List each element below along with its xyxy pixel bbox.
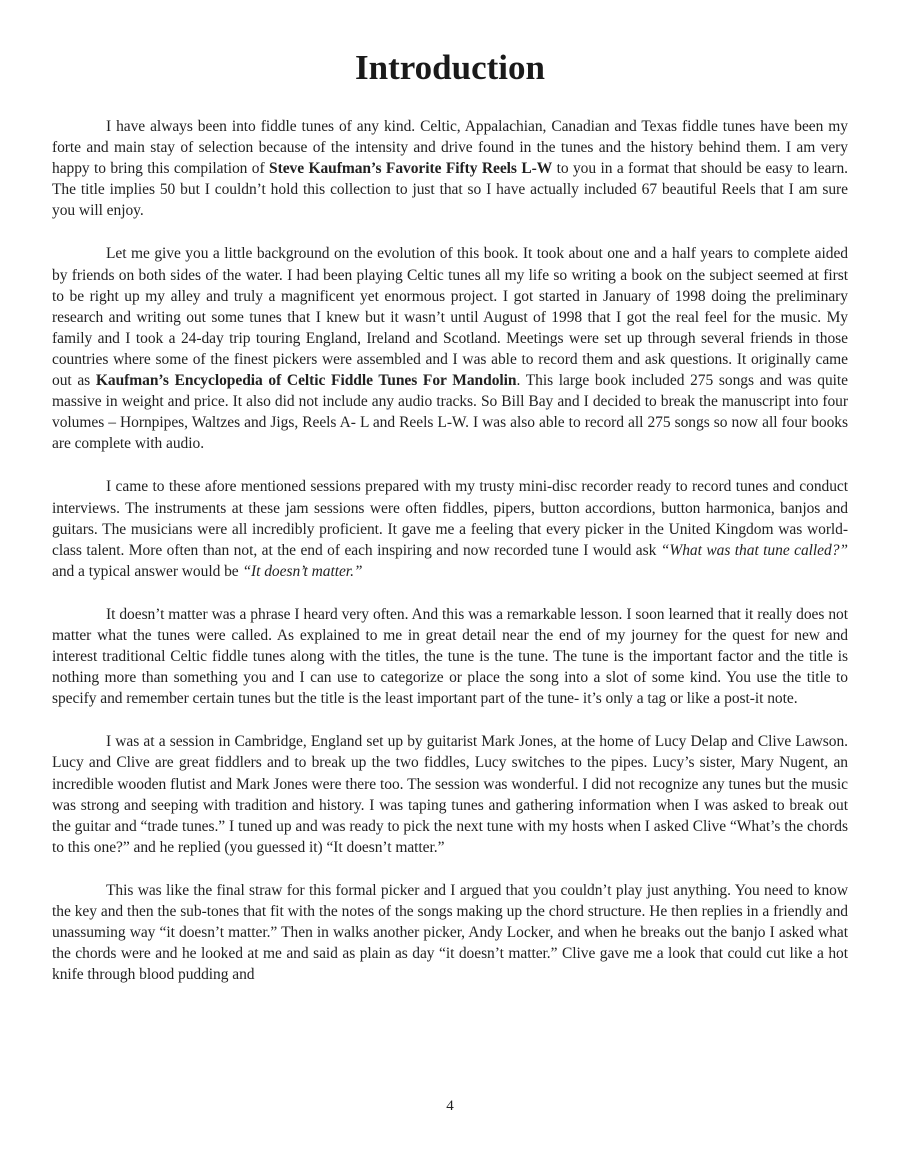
page-number: 4 xyxy=(446,1098,454,1114)
book-title-bold: Steve Kaufman’s Favorite Fifty Reels L-W xyxy=(269,160,553,178)
paragraph-3-text-b: and a typical answer would be xyxy=(52,562,243,580)
question-quote-italic: “What was that tune called?” xyxy=(660,541,848,559)
paragraph-6: This was like the final straw for this formal picker and I argued that you couldn’t play just anything. You need to know the key and then the sub-tones that fit with the notes of the songs making up the chord structure. He then replies in a friendly and unassuming way “it doesn’t matter.” Then in walks another picker, Andy Locker, and when he breaks out the banjo I asked what the chords were and he looked at me and said as plain as day “it doesn’t matter.” Clive gave me a look that could cut like a hot knife through blood pudding and xyxy=(52,881,848,984)
body-text xyxy=(52,116,848,1007)
paragraph-5: I was at a session in Cambridge, England set up by guitarist Mark Jones, at the home of Lucy Delap and Clive Lawson. Lucy and Clive are great fiddlers and to break up the two fiddles, Lucy switches to the pipes. Lucy’s sister, Mary Nugent, an incredible wooden flutist and Mark Jones were there too. The session was wonderful. I did not recognize any tunes but the music was strong and seeping with tradition and history. I was taping tunes and gathering information when I was asked to break out the guitar and “trade tunes.” I tuned up and was ready to pick the next tune with my hosts when I asked Clive “What’s the chords to this one?” and he replied (you guessed it) “It doesn’t matter.” xyxy=(52,733,848,856)
paragraph-3-text-a: I came to these afore mentioned sessions prepared with my trusty mini-disc recorder ready to record tunes and conduct interviews. The instruments at these jam sessions were often fiddles, pipers, button accordions, button harmonica, banjos and guitars. The musicians were all incredibly proficient. It gave me a feeling that every picker in the United Kingdom was world-class talent. More often than not, at the end of each inspiring and now recorded tune I would ask xyxy=(52,478,848,559)
paragraph-1-text-b: to you in a format that should be easy to learn. The title implies 50 but I couldn’t hold this collection to just that so I have actually included 67 beautiful Reels that I am sure you will enjoy. xyxy=(52,160,848,220)
paragraph-2 xyxy=(52,243,848,454)
paragraph-2-text-b: . This large book included 275 songs and was quite massive in weight and price. It also did not include any audio tracks. So Bill Bay and I decided to break the manuscript into four volumes – Hornpipes, Waltzes and Jigs, Reels A- L and Reels L-W. I was also able to record all 275 songs so now all four books are complete with audio. xyxy=(52,372,849,453)
paragraph-2-text-a: Let me give you a little background on the evolution of this book. It took about one and a half years to complete aided by friends on both sides of the water. I had been playing Celtic tunes all my life so writing a book on the subject seemed at first to be right up my alley and truly a magnificent yet enormous project. I got started in January of 1998 doing the preliminary research and writing out some tunes that I knew but it wasn’t until August of 1998 that I got the real feel for the music. My family and I took a 24-day trip touring England, Ireland and Scotland. Meetings were set up through several friends in those countries where some of the finest pickers were assembled and I was able to record them and ask questions. It originally came out as xyxy=(52,245,848,390)
answer-quote-italic: “It doesn’t matter.” xyxy=(242,562,363,580)
paragraph-4: It doesn’t matter was a phrase I heard very often. And this was a remarkable lesson. I soon learned that it really does not matter what the tunes were called. As explained to me in great detail near the end of my journey for the quest for new and interest traditional Celtic fiddle tunes along with the titles, the tune is the tune. The tune is the important factor and the title is nothing more than something you and I can use to categorize or place the song into a slot of some kind. You use the title to specify and remember certain tunes but the title is the least important part of the tune- it’s only a tag or like a post-it note. xyxy=(52,605,848,708)
paragraph-1 xyxy=(52,116,848,221)
encyclopedia-title-bold: Kaufman’s Encyclopedia of Celtic Fiddle Tunes For Mandolin xyxy=(95,372,517,390)
paragraph-3 xyxy=(52,476,848,581)
paragraph-1-text-a: I have always been into fiddle tunes of any kind. Celtic, Appalachian, Canadian and Texas fiddle tunes have been my forte and main stay of selection because of the intensity and drive found in the tunes and the history behind them. I am very happy to bring this compilation of xyxy=(52,118,848,178)
page-title: Introduction xyxy=(355,48,545,87)
